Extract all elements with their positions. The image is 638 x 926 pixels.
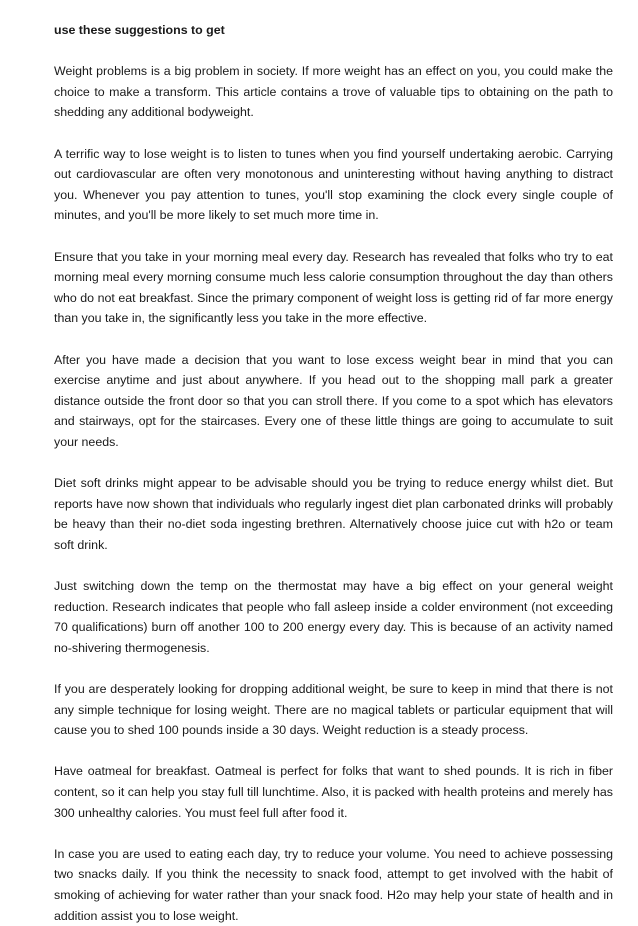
paragraph-1: Weight problems is a big problem in society. If more weight has an effect on you, you could make the choice to make a transform. This article contains a trove of valuable tips to obtaining on the path to shedding any additional bodyweight. xyxy=(54,64,613,120)
paragraph-2: A terrific way to lose weight is to listen to tunes when you find yourself undertaking aerobic. Carrying out cardiovascular are often very monotonous and uninteresting without having anything to distract you. Whenever you pay attention to tunes, you'll stop examining the clock every single couple of minutes, and you'll be more likely to set much more time in. xyxy=(54,146,613,223)
paragraph-5: Diet soft drinks might appear to be advisable should you be trying to reduce energy whilst diet. But reports have now shown that individuals who regularly ingest diet plan carbonated drinks will probably be heavy than their no-diet soda ingesting brethren. Alternatively choose juice cut with h2o or team soft drink. xyxy=(54,476,613,552)
paragraph-4: After you have made a decision that you want to lose excess weight bear in mind that you can exercise anytime and just about anywhere. If you head out to the shopping mall park a greater distance outside the front door so that you can stroll there. If you come to a spot which has elevators and stairways, opt for the staircases. Every one of these little things are going to accumulate to suit your needs. xyxy=(54,352,613,449)
paragraph-6: Just switching down the temp on the thermostat may have a big effect on your general weight reduction. Research indicates that people who fall asleep inside a colder environment (not exceeding 70 qualifications) burn off another 100 to 200 energy every day. This is because of an activity named no-shivering thermogenesis. xyxy=(54,579,613,655)
paragraph-8: Have oatmeal for breakfast. Oatmeal is perfect for folks that want to shed pounds. It is rich in fiber content, so it can help you stay full till lunchtime. Also, it is packed with health proteins and merely has 300 unhealthy calories. You must feel full after food it. xyxy=(54,764,613,820)
document-title: use these suggestions to get xyxy=(54,23,225,37)
paragraph-9: In case you are used to eating each day, try to reduce your volume. You need to achieve possessing two snacks daily. If you think the necessity to snack food, attempt to get involved with the habit of smoking of achieving for water rather than your snack food. H2o may help your state of health and in addition assist you to lose weight. xyxy=(54,846,613,923)
paragraph-3: Ensure that you take in your morning meal every day. Research has revealed that folks who try to eat morning meal every morning consume much less calorie consumption throughout the day than others who do not eat breakfast. Since the primary component of weight loss is getting rid of far more energy than you take in, the significantly less you take in the more effective. xyxy=(54,249,613,326)
paragraph-7: If you are desperately looking for dropping additional weight, be sure to keep in mind that there is not any simple technique for losing weight. There are no magical tablets or particular equipment that will cause you to shed 100 pounds inside a 30 days. Weight reduction is a steady process. xyxy=(54,682,613,738)
